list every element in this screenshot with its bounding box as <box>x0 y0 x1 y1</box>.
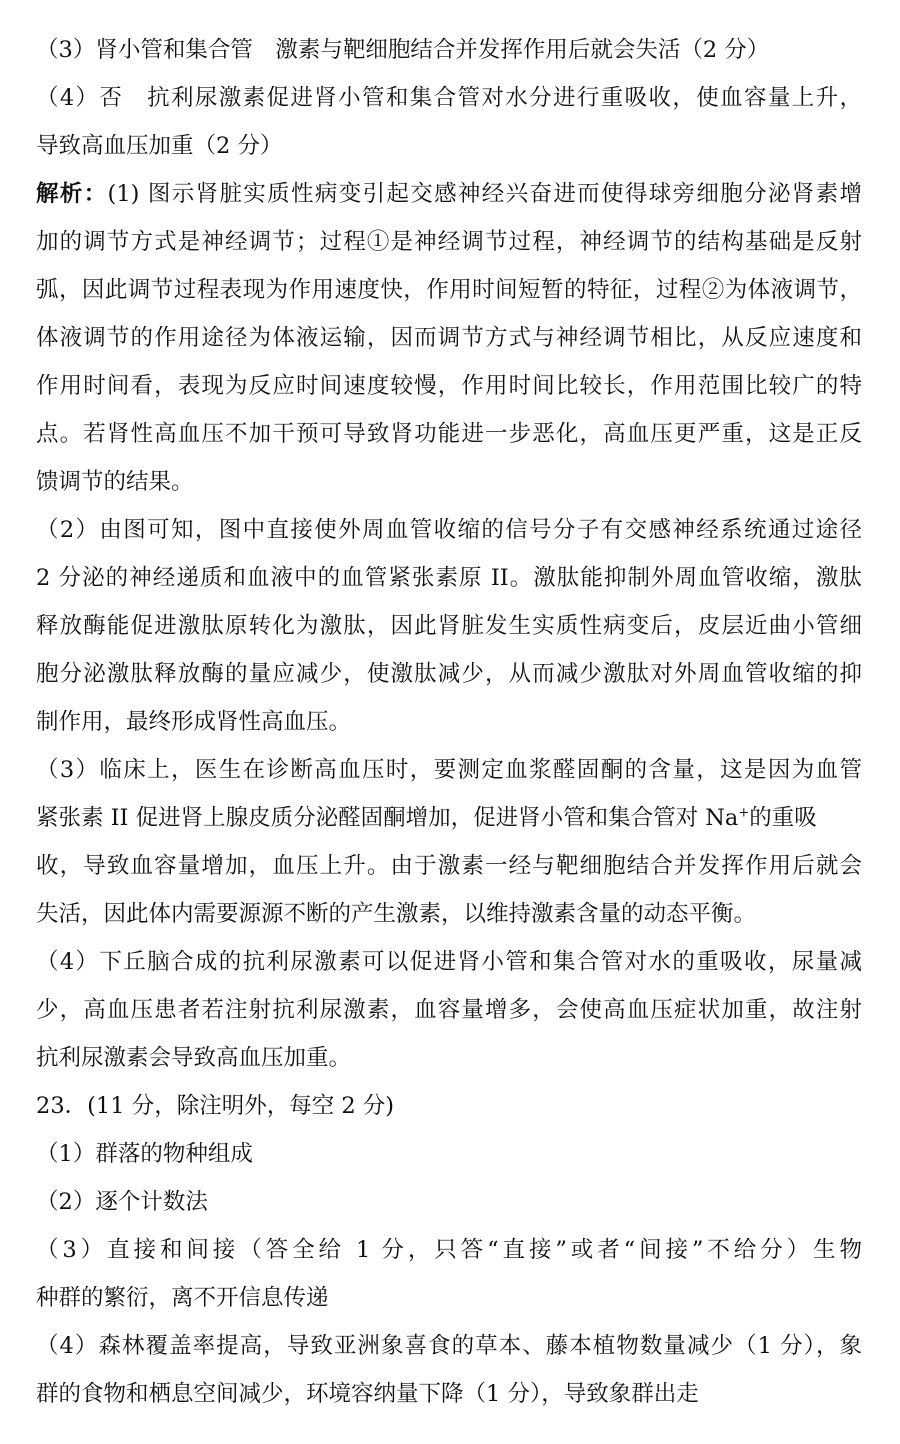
analysis-text: 紧张素 II 促进肾上腺皮质分泌醛固酮增加，促进肾小管和集合管对 Na <box>36 805 739 831</box>
analysis-text: 弧，因此调节过程表现为作用速度快，作用时间短暂的特征，过程②为体液调节， <box>36 277 862 303</box>
answer-text: （2）逐个计数法 <box>36 1189 208 1215</box>
answer-22-4-line2 <box>36 124 862 168</box>
answer-text: 生物 <box>813 1237 862 1263</box>
answer-text: （4）森林覆盖率提高，导致亚洲象喜食的草本、藤本植物数量减少（1 分），象 <box>36 1333 862 1359</box>
superscript-plus: + <box>738 805 750 821</box>
analysis-p1-line3 <box>36 268 862 312</box>
analysis-p2-line5 <box>36 700 862 744</box>
answer-23-4-line1 <box>36 1324 862 1368</box>
answer-23-3-line1 <box>36 1228 862 1272</box>
analysis-p1-line5 <box>36 364 862 408</box>
answer-23-1 <box>36 1132 862 1176</box>
answer-text: （4）否 抗利尿激素促进肾小管和集合管对水分进行重吸收，使血容量上升， <box>36 85 862 111</box>
analysis-text: 少，高血压患者若注射抗利尿激素，血容量增多，会使高血压症状加重，故注射 <box>36 997 862 1023</box>
analysis-p3-line2 <box>36 796 862 840</box>
question-23-header <box>36 1084 862 1128</box>
question-header: 23．(11 分，除注明外，每空 2 分) <box>36 1093 395 1119</box>
analysis-text: 释放酶能促进激肽原转化为激肽，因此肾脏发生实质性病变后，皮层近曲小管细 <box>36 613 862 639</box>
analysis-p1-line6 <box>36 412 862 456</box>
analysis-p3-line1 <box>36 748 862 792</box>
analysis-text: 2 分泌的神经递质和血液中的血管紧张素原 II。激肽能抑制外周血管收缩，激肽 <box>36 565 862 591</box>
analysis-text: （3）临床上，医生在诊断高血压时，要测定血浆醛固酮的含量，这是因为血管 <box>36 757 862 783</box>
analysis-text: 胞分泌激肽释放酶的量应减少，使激肽减少，从而减少激肽对外周血管收缩的抑 <box>36 661 862 687</box>
analysis-text: （4）下丘脑合成的抗利尿激素可以促进肾小管和集合管对水的重吸收，尿量减 <box>36 949 862 975</box>
answer-text: 群的食物和栖息空间减少，环境容纳量下降（1 分），导致象群出走 <box>36 1381 699 1407</box>
answer-23-4-line2 <box>36 1372 862 1416</box>
analysis-text: 制作用，最终形成肾性高血压。 <box>36 709 352 735</box>
analysis-p4-line1 <box>36 940 862 984</box>
analysis-p1-line7 <box>36 460 862 504</box>
analysis-text: 作用时间看，表现为反应时间速度较慢，作用时间比较长，作用范围比较广的特 <box>36 373 862 399</box>
answer-23-3-line2 <box>36 1276 862 1320</box>
analysis-p4-line3 <box>36 1036 862 1080</box>
analysis-p2-line4 <box>36 652 862 696</box>
analysis-p1-line2 <box>36 220 862 264</box>
answer-22-4-line1 <box>36 76 862 120</box>
analysis-p2-line1 <box>36 508 862 552</box>
answer-23-2 <box>36 1180 862 1224</box>
answer-text: 导致高血压加重（2 分） <box>36 133 283 159</box>
analysis-text: 体液调节的作用途径为体液运输，因而调节方式与神经调节相比，从反应速度和 <box>36 325 862 351</box>
answer-text: （3）肾小管和集合管 激素与靶细胞结合并发挥作用后就会失活（2 分） <box>36 37 770 63</box>
analysis-p2-line3 <box>36 604 862 648</box>
analysis-text: （2）由图可知，图中直接使外周血管收缩的信号分子有交感神经系统通过途径 <box>36 517 862 543</box>
analysis-p1-line4 <box>36 316 862 360</box>
analysis-label: 解析： <box>36 181 108 207</box>
analysis-p1-line1 <box>36 172 862 216</box>
analysis-text: 加的调节方式是神经调节；过程①是神经调节过程，神经调节的结构基础是反射 <box>36 229 862 255</box>
answer-text: 种群的繁衍，离不开信息传递 <box>36 1285 329 1311</box>
analysis-text: 的重吸 <box>749 805 817 831</box>
analysis-text: 失活，因此体内需要源源不断的产生激素，以维持激素含量的动态平衡。 <box>36 901 757 927</box>
analysis-p4-line2 <box>36 988 862 1032</box>
analysis-text: 收，导致血容量增加，血压上升。由于激素一经与靶细胞结合并发挥作用后就会 <box>36 853 862 879</box>
answer-text: （3）直接和间接（答全给 1 分，只答“直接”或者“间接”不给分） <box>36 1237 814 1263</box>
analysis-text: (1) 图示肾脏实质性病变引起交感神经兴奋进而使得球旁细胞分泌肾素增 <box>107 181 862 207</box>
analysis-p3-line3 <box>36 844 862 888</box>
analysis-text: 馈调节的结果。 <box>36 469 194 495</box>
analysis-p2-line2 <box>36 556 862 600</box>
answer-22-3 <box>36 28 862 72</box>
analysis-p3-line4 <box>36 892 862 936</box>
analysis-text: 点。若肾性高血压不加干预可导致肾功能进一步恶化，高血压更严重，这是正反 <box>36 421 862 447</box>
analysis-text: 抗利尿激素会导致高血压加重。 <box>36 1045 352 1071</box>
answer-text: （1）群落的物种组成 <box>36 1141 253 1167</box>
